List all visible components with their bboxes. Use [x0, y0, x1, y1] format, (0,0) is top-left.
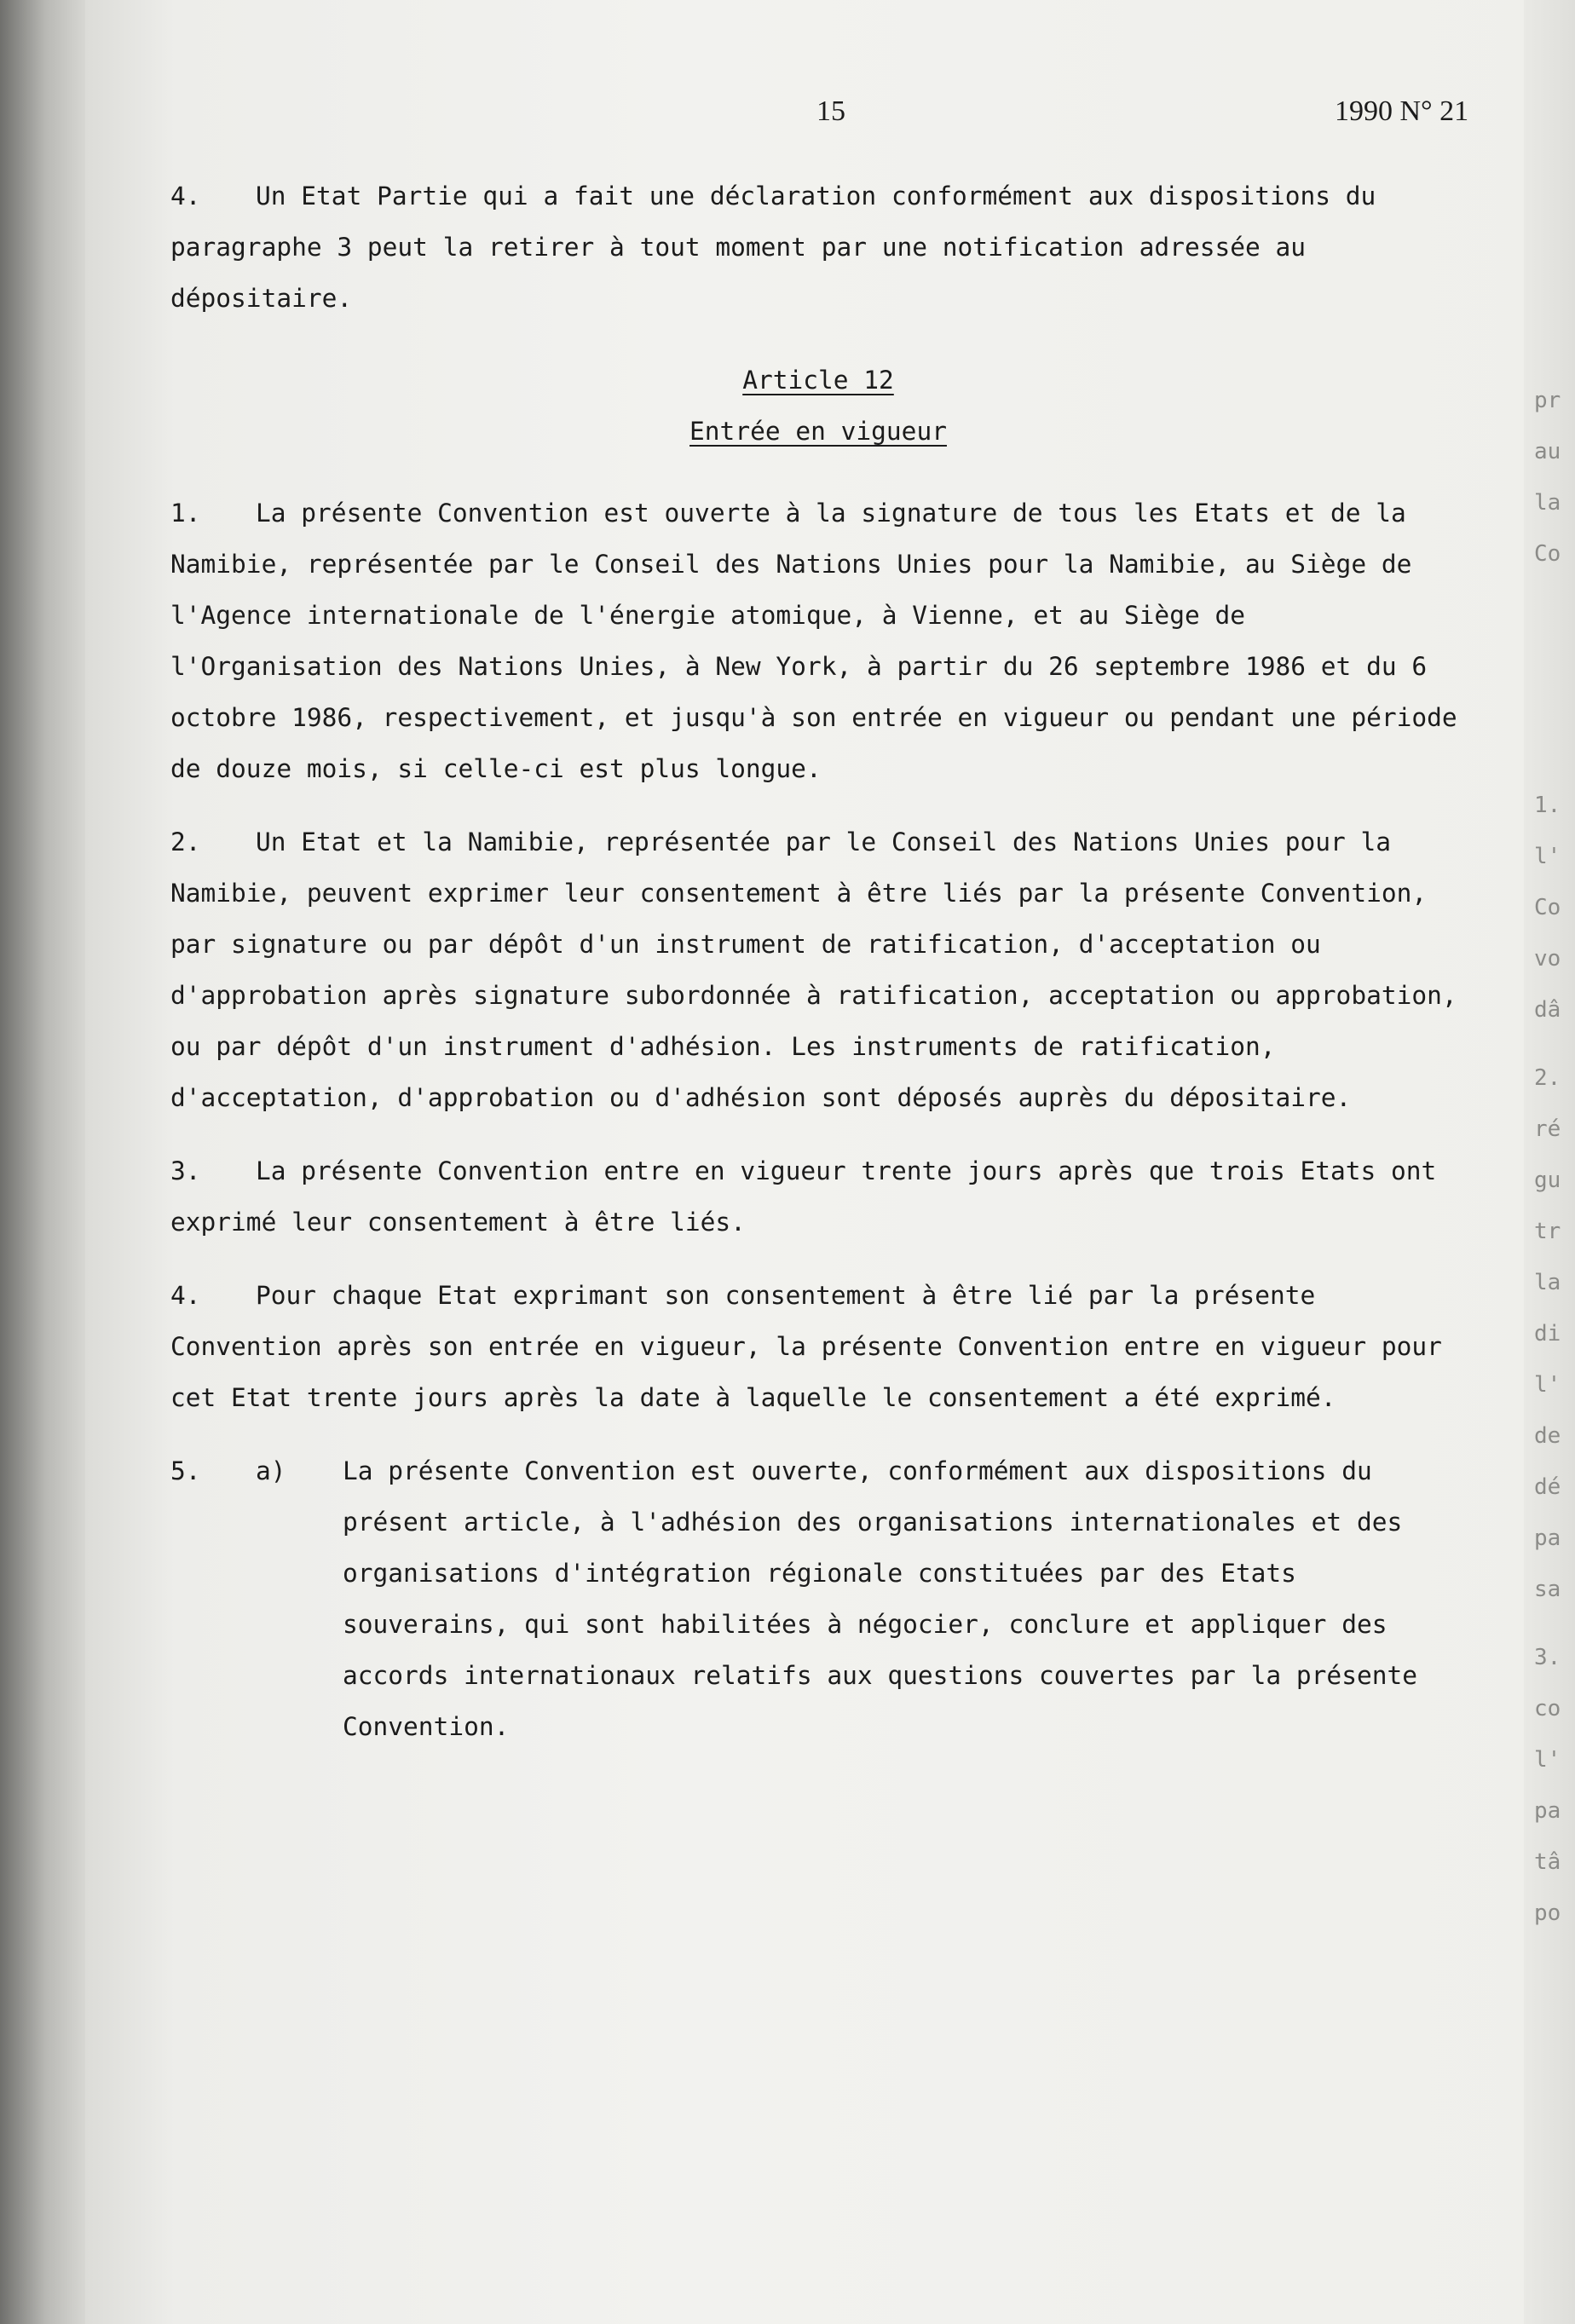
- document-body: [170, 170, 1466, 1774]
- paragraph-text: Un Etat Partie qui a fait une déclaration conformément aux dispositions du paragraphe 3 peut la retirer à tout moment par une notification adressée au dépositaire.: [170, 182, 1376, 313]
- paragraph-text: Un Etat et la Namibie, représentée par le Conseil des Nations Unies pour la Namibie, peuvent exprimer leur consentement à être liés par la présente Convention, par signature ou par dépôt d'un instrument de ratification, d'acceptation ou d'approbation après signature subordonnée à ratification, acceptation ou approbation, ou par dépôt d'un instrument d'adhésion. Les instruments de ratification, d'acceptation, d'approbation ou d'adhésion sont déposés auprès du dépositaire.: [170, 828, 1457, 1112]
- edge-fragment: de: [1534, 1423, 1561, 1449]
- edge-fragment: ré: [1534, 1116, 1561, 1142]
- edge-fragment: la: [1534, 1270, 1561, 1295]
- edge-fragment: 2.: [1534, 1065, 1561, 1091]
- paragraph-3: [170, 1145, 1466, 1248]
- edge-fragment: vo: [1534, 946, 1561, 972]
- paragraph-text: La présente Convention entre en vigueur trente jours après que trois Etats ont exprimé leur consentement à être liés.: [170, 1156, 1437, 1237]
- opposite-page-edge: [1524, 0, 1575, 2324]
- edge-fragment: dé: [1534, 1474, 1561, 1500]
- edge-fragment: co: [1534, 1696, 1561, 1721]
- edge-fragment: pa: [1534, 1525, 1561, 1551]
- paragraph-number: 3.: [170, 1156, 201, 1185]
- edge-fragment: Co: [1534, 895, 1561, 920]
- article-heading: Article 12: [742, 366, 894, 395]
- paragraph-number: 5.: [170, 1456, 201, 1485]
- edge-fragment: dâ: [1534, 997, 1561, 1023]
- edge-fragment: di: [1534, 1321, 1561, 1347]
- paragraph-text: Pour chaque Etat exprimant son consentement à être lié par la présente Convention après son entrée en vigueur, la présente Convention entre en vigueur pour cet Etat trente jours après la date à laquelle le consentement a été exprimé.: [170, 1281, 1442, 1412]
- paragraph-4-previous-article: [170, 170, 1466, 324]
- edge-fragment: pr: [1534, 388, 1561, 413]
- paragraph-number: 2.: [170, 828, 201, 856]
- edge-fragment: l': [1534, 1372, 1561, 1398]
- paragraph-4: [170, 1270, 1466, 1423]
- paragraph-5: [170, 1445, 1466, 1752]
- edge-fragment: sa: [1534, 1577, 1561, 1602]
- subparagraph-label: a): [256, 1456, 286, 1485]
- page-reference: 1990 N° 21: [1335, 95, 1469, 127]
- edge-fragment: Co: [1534, 541, 1561, 567]
- article-title: Entrée en vigueur: [689, 417, 947, 446]
- subparagraph-text: La présente Convention est ouverte, conformément aux dispositions du présent article, à l'adhésion des organisations internationales et des organisations d'intégration régionale constituées par des Etats souverains, qui sont habilitées à négocier, conclure et appliquer des accords internationaux relatifs aux questions couvertes par la présente Convention.: [343, 1456, 1417, 1741]
- edge-fragment: gu: [1534, 1168, 1561, 1193]
- paragraph-number: 1.: [170, 499, 201, 528]
- edge-fragment: l': [1534, 844, 1561, 869]
- edge-fragment: pa: [1534, 1798, 1561, 1824]
- edge-fragment: 3.: [1534, 1645, 1561, 1670]
- edge-fragment: au: [1534, 439, 1561, 464]
- paragraph-number: 4.: [170, 1281, 201, 1310]
- edge-fragment: tâ: [1534, 1849, 1561, 1875]
- page-number: 15: [816, 95, 845, 127]
- paragraph-2: [170, 816, 1466, 1123]
- paragraph-text: La présente Convention est ouverte à la signature de tous les Etats et de la Namibie, représentée par le Conseil des Nations Unies pour la Namibie, au Siège de l'Agence internationale de l'énergie atomique, à Vienne, et au Siège de l'Organisation des Nations Unies, à New York, à partir du 26 septembre 1986 et du 6 octobre 1986, respectivement, et jusqu'à son entrée en vigueur ou pendant une période de douze mois, si celle-ci est plus longue.: [170, 499, 1457, 783]
- edge-fragment: tr: [1534, 1219, 1561, 1244]
- paragraph-number: 4.: [170, 182, 201, 210]
- paragraph-1: [170, 487, 1466, 794]
- edge-fragment: la: [1534, 490, 1561, 516]
- edge-fragment: po: [1534, 1900, 1561, 1926]
- edge-fragment: l': [1534, 1747, 1561, 1773]
- edge-fragment: 1.: [1534, 793, 1561, 818]
